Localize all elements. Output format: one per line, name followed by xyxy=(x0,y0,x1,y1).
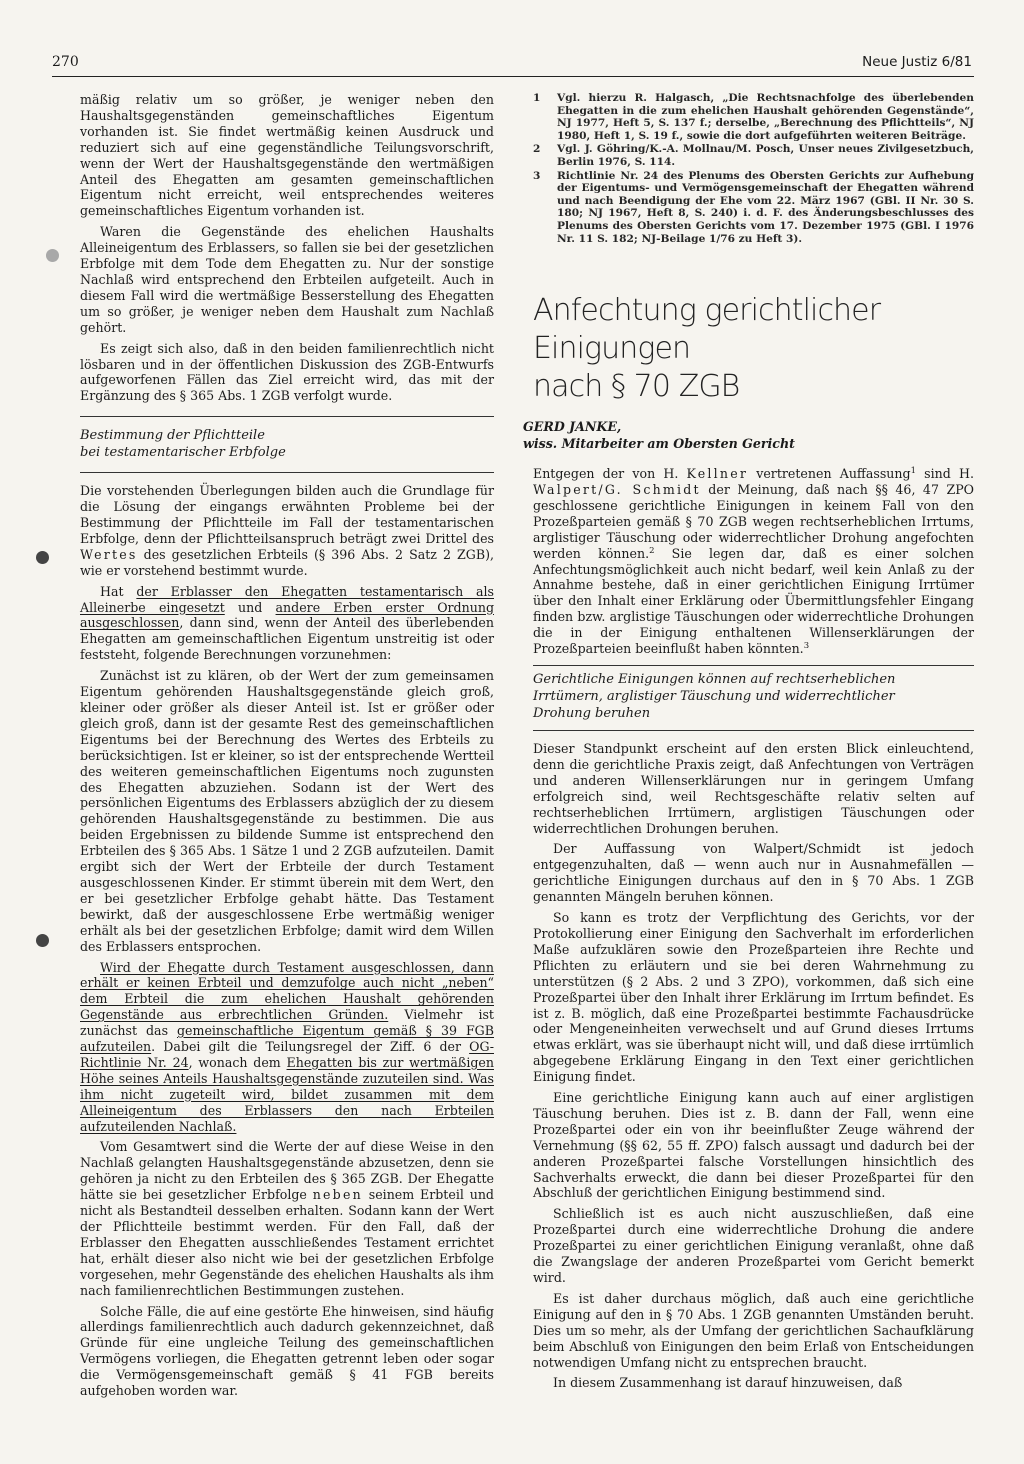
paragraph: Dieser Standpunkt erscheint auf den ersten Blick einleuchtend, denn die gerichtliche Praxis zeigt, daß Anfechtungen von Verträgen und anderen Willenserklärungen nur in geringem Umfang erfolgreich sind, weil Rechtsgeschäfte relativ selten auf rechtserheblichen Irrtümern, arglistigen Täuschungen oder widerrechtlichen Drohungen beruhen. xyxy=(533,741,974,836)
scan-mark xyxy=(46,249,59,262)
page-number: 270 xyxy=(52,54,79,70)
paragraph: Solche Fälle, die auf eine gestörte Ehe hinweisen, sind häufig allerdings familienrechtlich auch dadurch gekennzeichnet, daß Gründe für eine ungleiche Teilung des gemeinschaftlichen Vermögens vorliegen, die Ehegatten getrennt leben oder sogar die Vermögensgemeinschaft gemäß § 41 FGB bereits aufgehoben worden war. xyxy=(80,1303,494,1399)
scan-mark xyxy=(36,551,49,564)
paragraph: Entgegen der von H. Kellner vertretenen Auffassung$^1$ sind H. Walpert/G. Schmidt der Meinung, daß nach §§ 46, 47 ZPO geschlossene gerichtliche Einigungen in keinem Fall von den Prozeßparteien gemäß § 70 ZGB wegen rechtserheblichen Irrtums, arglistiger Täuschung oder widerrechtlicher Drohung angefochten werden können.$^2$ Sie legen dar, daß es einer solchen Anfechtungsmöglichkeit auch nicht bedarf, weil kein Anlaß zu der Annahme bestehe, daß in einer gerichtlichen Einigung Irrtümer über den Inhalt einer Erklärung oder Übermittlungsfehler Eingang finden bzw. arglistige Täuschungen oder widerrechtliche Drohungen die in der Einigung enthaltenen Willenserklärungen der Prozeßparteien beeinflußt haben könnten.$^3$ xyxy=(533,465,974,657)
footnote: 1 Vgl. hierzu R. Halgasch, „Die Rechtsnachfolge des überlebenden Ehegatten in die zum ehelichen Haushalt gehörenden Gegenstände“, NJ 1977, Heft 5, S. 137 f.; derselbe, „Berechnung des Pflichtteils“, NJ 1980, Heft 1, S. 19 f., sowie die dort aufgeführten weiteren Beiträge. xyxy=(533,92,974,142)
author-role: wiss. Mitarbeiter am Obersten Gericht xyxy=(523,436,795,452)
author-name: GERD JANKE, xyxy=(523,419,622,435)
left-column xyxy=(80,92,494,1399)
footnotes xyxy=(533,92,974,245)
footnote: 2 Vgl. J. Göhring/K.-A. Mollnau/M. Posch, Unser neues Zivilgesetzbuch, Berlin 1976, S. 114. xyxy=(533,143,974,168)
paragraph: Vom Gesamtwert sind die Werte der auf diese Weise in den Nachlaß gelangten Haushaltsgegenstände abzusetzen, denn sie gehören ja nicht zu den Erbteilen des § 365 ZGB. Der Ehegatte hätte sie bei gesetzlicher Erbfolge neben seinem Erbteil und nicht als Bestandteil desselben erhalten. Sodann kann der Wert der Pflichtteile bestimmt werden. Für den Fall, daß der Erblasser den Ehegatten ausschließendes Testament errichtet hat, erhält dieser also nicht wie bei der gesetzlichen Erbfolge vorgesehen, mehr Gegenstände des ehelichen Haushalts als ihm nach familienrechtlichen Bestimmungen zustehen. xyxy=(80,1139,494,1298)
author-block xyxy=(523,418,974,452)
journal-issue: Neue Justiz 6/81 xyxy=(862,54,972,70)
paragraph: Zunächst ist zu klären, ob der Wert der zum gemeinsamen Eigentum gehörenden Haushaltsgegenstände gleich groß, kleiner oder größer als dieser Anteil ist. Ist er größer oder gleich groß, dann ist der gesamte Rest des gemeinschaftlichen Eigentums bei der Berechnung des Wertes des Erbteils zu berücksichtigen. Ist er kleiner, so ist der entsprechende Wertteil des weiteren gemeinschaftlichen Eigentums noch zugunsten des Ehegatten abzuziehen. Sodann ist der Wert des persönlichen Eigentums des Erblassers abzüglich der zu diesem gehörenden Haushaltsgegenstände zu bestimmen. Die aus beiden Ergebnissen zu bildende Summe ist entsprechend den Erbteilen des § 365 Abs. 1 Sätze 1 und 2 ZGB aufzuteilen. Damit ergibt sich der Wert der Erbteile der durch Testament ausgeschlossenen Kinder. Er stimmt überein mit dem Wert, den er bei gesetzlicher Erbfolge gehabt hätte. Das Testament bewirkt, daß der ausgeschlossene Erbe wertmäßig weniger erhält als bei der gesetzlichen Erbfolge; damit wird dem Willen des Erblassers entsprochen. xyxy=(80,668,494,954)
paragraph: Schließlich ist es auch nicht auszuschließen, daß eine Prozeßpartei durch eine widerrechtliche Drohung die andere Prozeßpartei zu einer gerichtlichen Einigung veranlaßt, ohne daß die Zwangslage der anderen Prozeßpartei vom Gericht bemerkt wird. xyxy=(533,1206,974,1285)
section-subheading: Bestimmung der Pflichtteile bei testamentarischer Erbfolge xyxy=(80,416,494,473)
paragraph: Es zeigt sich also, daß in den beiden familienrechtlich nicht lösbaren und in der öffentlichen Diskussion des ZGB-Entwurfs aufgeworfenen Fällen das Ziel erreicht wird, das mit der Ergänzung des § 365 Abs. 1 ZGB verfolgt wurde. xyxy=(80,340,494,404)
footnote: 3 Richtlinie Nr. 24 des Plenums des Obersten Gerichts zur Aufhebung der Eigentums- und Vermögensgemeinschaft der Ehegatten während und nach Beendigung der Ehe vom 22. März 1967 (GBl. II Nr. 30 S. 180; NJ 1967, Heft 8, S. 240) i. d. F. des Änderungsbeschlusses des Plenums des Obersten Gerichts vom 17. Dezember 1975 (GBl. I 1976 Nr. 11 S. 182; NJ-Beilage 1/76 zu Heft 3). xyxy=(533,169,974,245)
paragraph: Hat der Erblasser den Ehegatten testamentarisch als Alleinerbe eingesetzt und andere Erben erster Ordnung ausgeschlossen, dann sind, wenn der Anteil des überlebenden Ehegatten am gemeinschaftlichen Eigentum unstreitig ist oder feststeht, folgende Berechnungen vorzunehmen: xyxy=(80,583,494,663)
scan-mark xyxy=(36,934,49,947)
paragraph: Die vorstehenden Überlegungen bilden auch die Grundlage für die Lösung der eingangs erwähnten Probleme bei der Bestimmung der Pflichtteile im Fall der testamentarischen Erbfolge, denn der Pflichtteilsanspruch beträgt zwei Drittel des Wertes des gesetzlichen Erbteils (§ 396 Abs. 2 Satz 2 ZGB), wie er vorstehend bestimmt wurde. xyxy=(80,483,494,578)
header-rule xyxy=(52,76,974,77)
paragraph: So kann es trotz der Verpflichtung des Gerichts, vor der Protokollierung einer Einigung den Sachverhalt im erforderlichen Maße aufzuklären sowie den Prozeßparteien ihre Rechte und Pflichten zu erläutern und sie bei deren Wahrnehmung zu unterstützen (§ 2 Abs. 2 und 3 ZPO), vorkommen, daß sich eine Prozeßpartei über den Inhalt ihrer Erklärung im Irrtum befindet. Es ist z. B. möglich, daß eine Prozeßpartei bestimmte Fachausdrücke oder Mengeneinheiten verwechselt und auf Grund dieses Irrtums etwas erklärt, was sie überhaupt nicht will, und daß diese irrtümlich abgegebene Erklärung Eingang in den Text einer gerichtlichen Einigung findet. xyxy=(533,910,974,1085)
paragraph: In diesem Zusammenhang ist darauf hinzuweisen, daß xyxy=(553,1375,903,1391)
article-title: Anfechtung gerichtlicher Einigungen nach § 70 ZGB xyxy=(533,293,881,405)
section-subheading: Gerichtliche Einigungen können auf rechtserheblichen Irrtümern, arglistiger Täuschung und widerrechtlicher Drohung beruhen xyxy=(533,665,974,731)
paragraph: Eine gerichtliche Einigung kann auch auf einer arglistigen Täuschung beruhen. Dies ist z. B. dann der Fall, wenn eine Prozeßpartei oder ein von ihr beeinflußter Zeuge während der Vernehmung (§§ 62, 55 ff. ZPO) falsch aussagt und dadurch bei der anderen Prozeßpartei falsche Vorstellungen hinsichtlich des Sachverhalts erweckt, die dann bei dieser Prozeßpartei für den Abschluß der gerichtlichen Einigung bestimmend sind. xyxy=(533,1090,974,1201)
paragraph: Es ist daher durchaus möglich, daß auch eine gerichtliche Einigung auf den in § 70 Abs. 1 ZGB genannten Umständen beruht. Dies um so mehr, als der Umfang der gerichtlichen Sachaufklärung beim Abschluß von Einigungen den beim Erlaß von Entscheidungen notwendigen Umfang nicht zu entsprechen braucht. xyxy=(533,1290,974,1370)
paragraph: Der Auffassung von Walpert/Schmidt ist jedoch entgegenzuhalten, daß — wenn auch nur in Ausnahmefällen — gerichtliche Einigungen durchaus auf den in § 70 Abs. 1 ZGB genannten Mängeln beruhen können. xyxy=(533,841,974,905)
paragraph: Waren die Gegenstände des ehelichen Haushalts Alleineigentum des Erblassers, so fallen sie bei der gesetzlichen Erbfolge mit dem Tode dem Ehegatten zu. Nur der sonstige Nachlaß wird entsprechend den Erbteilen aufgeteilt. Auch in diesem Fall wird die wertmäßige Besserstellung des Ehegatten um so größer, je weniger neben dem Haushalt zum Nachlaß gehört. xyxy=(80,224,494,335)
paragraph: Wird der Ehegatte durch Testament ausgeschlossen, dann erhält er keinen Erbteil und demzufolge auch nicht „neben“ dem Erbteil die zum ehelichen Haushalt gehörenden Gegenstände aus erbrechtlichen Gründen. Vielmehr ist zunächst das gemeinschaftliche Eigentum gemäß § 39 FGB aufzuteilen. Dabei gilt die Teilungsregel der Ziff. 6 der OG-Richtlinie Nr. 24, wonach dem Ehegatten bis zur wertmäßigen Höhe seines Anteils Haushaltsgegenstände zuzuteilen sind. Was ihm nicht zugeteilt wird, bildet zusammen mit dem Alleineigentum des Erblassers den nach Erbteilen aufzuteilenden Nachlaß. xyxy=(80,959,495,1134)
right-column xyxy=(523,92,974,1391)
paragraph: mäßig relativ um so größer, je weniger neben den Haushaltsgegenständen gemeinschaftliches Eigentum vorhanden ist. Sie findet wertmäßig keinen Ausdruck und reduziert sich auf eine gegenständliche Teilungsvorschrift, wenn der Wert der Haushaltsgegenstände den wertmäßigen Anteil des Ehegatten am gesamten gemeinschaftlichen Eigentum nicht erreicht, weil entsprechendes weiteres gemeinschaftliches Eigentum vorhanden ist. xyxy=(80,92,494,219)
